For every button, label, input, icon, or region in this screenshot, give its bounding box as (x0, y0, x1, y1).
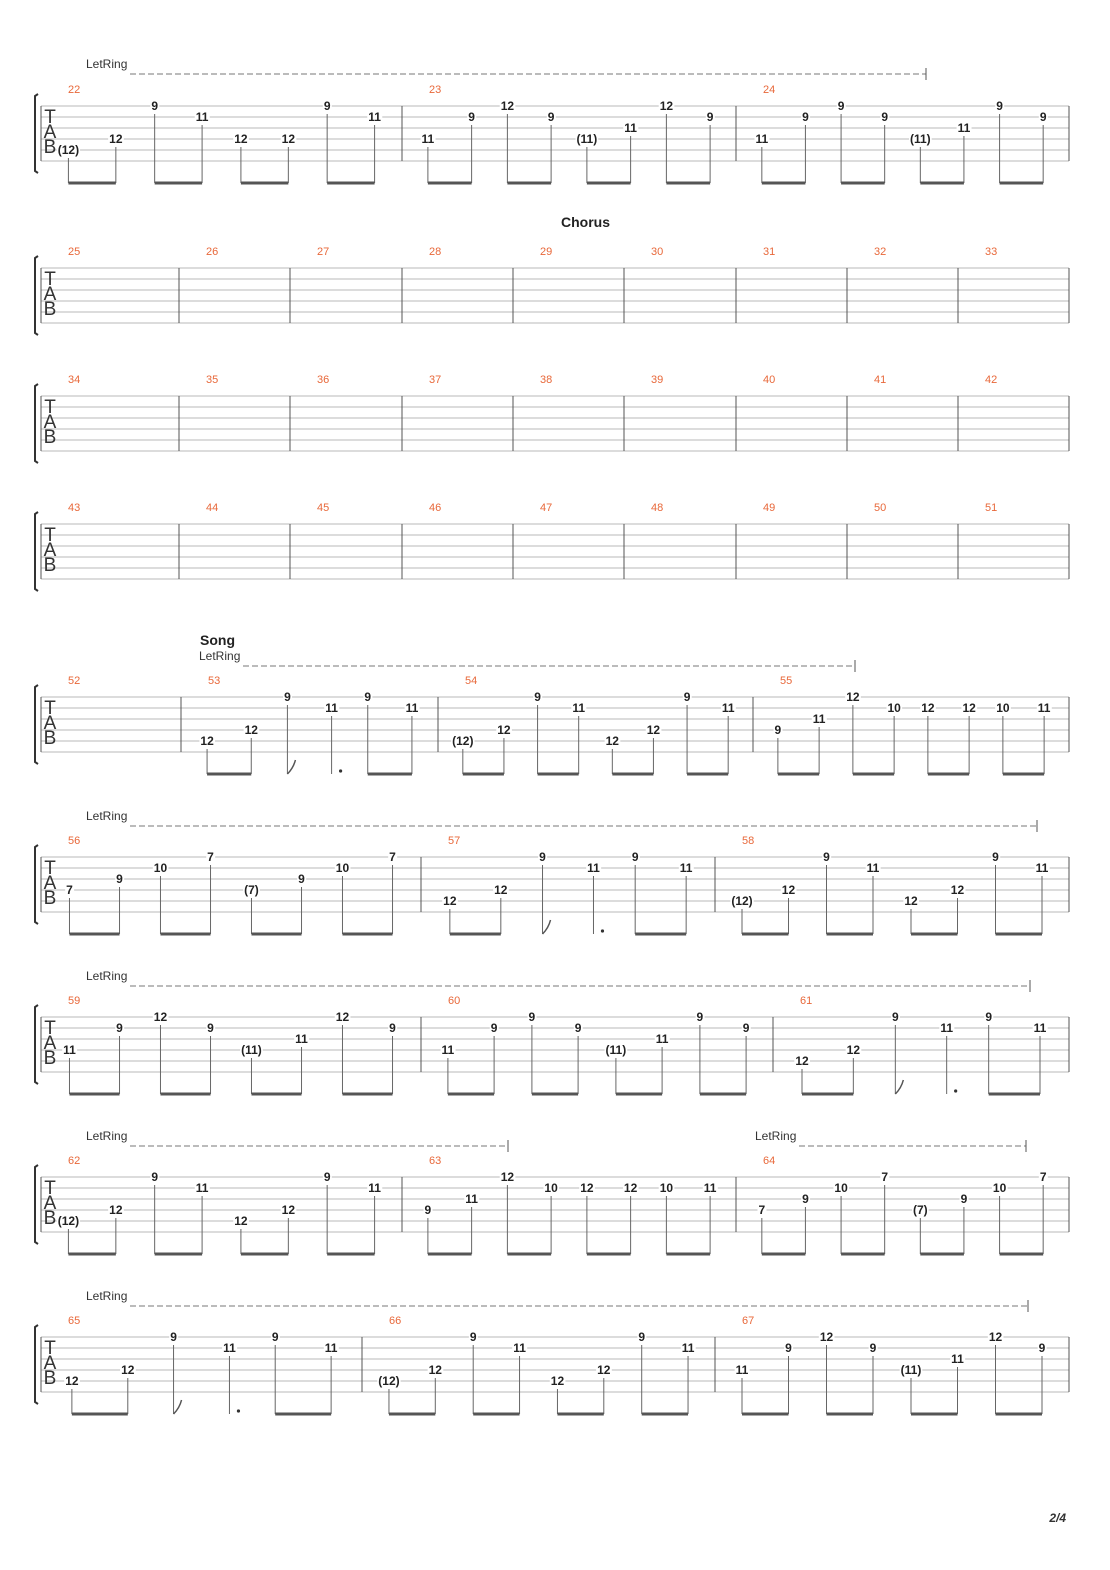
tab-system (35, 1289, 1069, 1414)
tab-clef-letter: B (43, 299, 57, 320)
tab-system (35, 1129, 1069, 1254)
fret-number: 11 (441, 1043, 455, 1057)
measure-number: 48 (651, 502, 664, 514)
measure-number: 35 (206, 374, 219, 386)
fret-number: 9 (271, 1330, 279, 1344)
fret-number: (11) (909, 132, 931, 146)
fret-number: 12 (494, 883, 508, 897)
tab-system (35, 809, 1069, 934)
fret-number: 10 (659, 1181, 674, 1195)
measure-number: 31 (763, 246, 776, 258)
fret-number: 9 (469, 1330, 477, 1344)
tab-clef-letter: A (43, 412, 57, 433)
fret-number: 10 (996, 701, 1010, 715)
tab-system (35, 374, 1069, 463)
fret-number: 12 (605, 734, 619, 748)
fret-number: 10 (887, 701, 901, 715)
measure-number: 59 (68, 995, 81, 1007)
measure-number: 51 (985, 502, 998, 514)
fret-number: 7 (881, 1170, 889, 1184)
tab-clef-letter: T (44, 1338, 56, 1359)
measure-number: 30 (651, 246, 664, 258)
note-flag (174, 1400, 182, 1414)
fret-number: 9 (823, 850, 830, 864)
fret-number: 9 (706, 110, 714, 124)
fret-number: 11 (940, 1021, 954, 1035)
tab-clef-letter: A (43, 284, 57, 305)
fret-number: 11 (681, 1341, 695, 1355)
fret-number: 12 (795, 1054, 809, 1068)
fret-number: 9 (631, 850, 639, 864)
fret-number: 11 (655, 1032, 669, 1046)
fret-number: 11 (63, 1043, 76, 1057)
fret-number: 9 (116, 1021, 123, 1035)
measure-number: 33 (985, 246, 998, 258)
measure-number: 67 (742, 1315, 755, 1327)
tab-clef-letter: A (43, 873, 57, 894)
tab-clef-letter: T (44, 1018, 56, 1039)
measure-number: 64 (763, 1155, 776, 1167)
fret-number: 12 (500, 99, 515, 113)
tab-clef-letter: A (43, 713, 57, 734)
fret-number: (7) (244, 883, 259, 897)
fret-number: 9 (364, 690, 372, 704)
tab-system (35, 57, 1069, 183)
measure-number: 40 (763, 374, 776, 386)
fret-number: 11 (755, 132, 769, 146)
fret-number: 9 (490, 1021, 498, 1035)
fret-number: 9 (323, 1170, 331, 1184)
fret-number: 11 (325, 701, 338, 715)
fret-number: 9 (539, 850, 546, 864)
fret-number: 12 (234, 1214, 248, 1228)
tab-clef-letter: A (43, 1353, 57, 1374)
system-brace (35, 512, 38, 591)
measure-number: 29 (540, 246, 553, 258)
fret-number: 9 (802, 110, 809, 124)
fret-number: 12 (846, 690, 860, 704)
measure-number: 63 (429, 1155, 442, 1167)
fret-number: 9 (996, 99, 1003, 113)
system-brace (35, 1005, 38, 1084)
fret-number: 9 (774, 723, 782, 737)
fret-number: 12 (281, 132, 296, 146)
fret-number: 12 (819, 1330, 834, 1344)
fret-number: 11 (587, 861, 600, 875)
tab-clef-letter: A (43, 540, 57, 561)
tab-system (35, 632, 1069, 774)
fret-number: 12 (950, 883, 965, 897)
fret-number: 11 (195, 110, 209, 124)
fret-number: 7 (389, 850, 396, 864)
fret-number: 12 (497, 723, 511, 737)
measure-number: 25 (68, 246, 81, 258)
measure-number: 60 (448, 995, 461, 1007)
system-brace (35, 256, 38, 335)
fret-number: 12 (281, 1203, 296, 1217)
fret-number: 9 (881, 110, 889, 124)
measure-number: 32 (874, 246, 887, 258)
measure-number: 44 (206, 502, 219, 514)
measure-number: 37 (429, 374, 442, 386)
fret-number: 9 (574, 1021, 582, 1035)
fret-number: (11) (605, 1043, 627, 1057)
tab-system (35, 969, 1069, 1094)
fret-number: 12 (904, 894, 918, 908)
fret-number: 12 (580, 1181, 594, 1195)
measure-number: 52 (68, 675, 81, 687)
dotted-note (954, 1089, 957, 1092)
tab-clef-letter: B (43, 1368, 57, 1389)
fret-number: 11 (812, 712, 826, 726)
fret-number: 7 (66, 883, 73, 897)
fret-number: (11) (900, 1363, 922, 1377)
fret-number: 11 (1035, 861, 1049, 875)
measure-number: 56 (68, 835, 81, 847)
measure-number: 46 (429, 502, 442, 514)
let-ring-label: LetRing (86, 57, 128, 71)
fret-number: 9 (696, 1010, 704, 1024)
measure-number: 34 (68, 374, 81, 386)
note-flag (543, 920, 551, 934)
system-brace (35, 94, 38, 173)
fret-number: 12 (109, 1203, 123, 1217)
fret-number: (11) (241, 1043, 262, 1057)
tab-clef-letter: B (43, 888, 57, 909)
fret-number: 11 (295, 1032, 308, 1046)
system-brace (35, 1165, 38, 1244)
fret-number: (12) (731, 894, 753, 908)
system-brace (35, 845, 38, 924)
fret-number: 9 (534, 690, 541, 704)
measure-number: 61 (800, 995, 813, 1007)
system-brace (35, 685, 38, 764)
fret-number: 11 (223, 1341, 236, 1355)
fret-number: 11 (1033, 1021, 1047, 1035)
note-flag (287, 760, 295, 774)
fret-number: 9 (468, 110, 475, 124)
measure-number: 58 (742, 835, 755, 847)
fret-number: 9 (284, 690, 291, 704)
measure-number: 27 (317, 246, 330, 258)
fret-number: 9 (547, 110, 555, 124)
fret-number: 11 (465, 1192, 478, 1206)
dotted-note (339, 769, 342, 772)
let-ring-label: LetRing (199, 649, 241, 663)
fret-number: (7) (912, 1203, 928, 1217)
fret-number: 12 (962, 701, 976, 715)
fret-number: 12 (428, 1363, 442, 1377)
measure-number: 28 (429, 246, 442, 258)
fret-number: 11 (421, 132, 435, 146)
fret-number: 12 (244, 723, 258, 737)
measure-number: 23 (429, 84, 442, 96)
measure-number: 54 (465, 675, 478, 687)
fret-number: 11 (679, 861, 693, 875)
fret-number: 9 (992, 850, 999, 864)
fret-number: 10 (992, 1181, 1007, 1195)
fret-number: 11 (513, 1341, 526, 1355)
tab-clef-letter: T (44, 397, 56, 418)
tab-clef-letter: T (44, 107, 56, 128)
fret-number: 11 (866, 861, 880, 875)
fret-number: (11) (576, 132, 598, 146)
fret-number: 9 (638, 1330, 646, 1344)
measure-number: 65 (68, 1315, 81, 1327)
fret-number: 11 (951, 1352, 964, 1366)
system-brace (35, 384, 38, 463)
measure-number: 47 (540, 502, 553, 514)
fret-number: 12 (121, 1363, 135, 1377)
fret-number: 12 (234, 132, 248, 146)
tab-clef-letter: T (44, 698, 56, 719)
measure-number: 50 (874, 502, 887, 514)
fret-number: 9 (151, 1170, 158, 1184)
fret-number: (12) (57, 143, 80, 157)
fret-number: 11 (957, 121, 971, 135)
measure-number: 57 (448, 835, 461, 847)
fret-number: 9 (207, 1021, 214, 1035)
section-marker: Chorus (561, 214, 610, 230)
fret-number: 9 (323, 99, 331, 113)
tab-clef-letter: T (44, 1178, 56, 1199)
measure-number: 49 (763, 502, 776, 514)
tab-clef-letter: B (43, 137, 57, 158)
fret-number: 12 (846, 1043, 861, 1057)
fret-number: 9 (837, 99, 845, 113)
fret-number: 9 (960, 1192, 968, 1206)
fret-number: 9 (170, 1330, 177, 1344)
fret-number: 11 (368, 1181, 381, 1195)
fret-number: 12 (781, 883, 796, 897)
fret-number: 9 (528, 1010, 536, 1024)
fret-number: 9 (869, 1341, 877, 1355)
dotted-note (601, 929, 604, 932)
fret-number: 10 (153, 861, 168, 875)
fret-number: 9 (424, 1203, 432, 1217)
system-brace (35, 1325, 38, 1404)
fret-number: 9 (116, 872, 123, 886)
tab-clef-letter: T (44, 525, 56, 546)
tab-clef-letter: B (43, 728, 57, 749)
tab-clef-letter: A (43, 1033, 57, 1054)
measure-number: 38 (540, 374, 553, 386)
fret-number: 9 (1038, 1341, 1046, 1355)
measure-number: 26 (206, 246, 219, 258)
fret-number: 12 (659, 99, 674, 113)
fret-number: 9 (802, 1192, 809, 1206)
fret-number: 9 (891, 1010, 899, 1024)
measure-number: 41 (874, 374, 887, 386)
fret-number: 12 (646, 723, 661, 737)
let-ring-label: LetRing (86, 969, 128, 983)
tab-clef-letter: A (43, 122, 57, 143)
fret-number: 11 (1037, 701, 1051, 715)
page-number: 2/4 (1049, 1511, 1066, 1525)
tab-clef-letter: A (43, 1193, 57, 1214)
fret-number: 9 (151, 99, 158, 113)
fret-number: 11 (368, 110, 381, 124)
measure-number: 24 (763, 84, 776, 96)
measure-number: 53 (208, 675, 221, 687)
tab-system (35, 502, 1069, 591)
tab-clef-letter: B (43, 1208, 57, 1229)
fret-number: 11 (405, 701, 419, 715)
tab-clef-letter: T (44, 269, 56, 290)
tab-clef-letter: B (43, 1048, 57, 1069)
fret-number: 9 (683, 690, 691, 704)
fret-number: (12) (57, 1214, 80, 1228)
fret-number: 7 (207, 850, 214, 864)
fret-number: 12 (550, 1374, 565, 1388)
fret-number: 9 (785, 1341, 792, 1355)
measure-number: 22 (68, 84, 81, 96)
measure-number: 55 (780, 675, 793, 687)
fret-number: 9 (298, 872, 305, 886)
fret-number: 12 (200, 734, 214, 748)
tab-system (35, 214, 1069, 335)
fret-number: 12 (65, 1374, 79, 1388)
fret-number: 7 (1039, 1170, 1047, 1184)
fret-number: 9 (985, 1010, 993, 1024)
fret-number: 12 (988, 1330, 1003, 1344)
fret-number: 12 (443, 894, 457, 908)
fret-number: 11 (195, 1181, 209, 1195)
fret-number: (12) (378, 1374, 400, 1388)
measure-number: 43 (68, 502, 81, 514)
fret-number: 11 (324, 1341, 338, 1355)
measure-number: 39 (651, 374, 664, 386)
fret-number: 10 (834, 1181, 848, 1195)
measure-number: 45 (317, 502, 330, 514)
fret-number: 7 (758, 1203, 766, 1217)
fret-number: 9 (742, 1021, 750, 1035)
measure-number: 62 (68, 1155, 81, 1167)
section-marker: Song (200, 632, 235, 648)
let-ring-label: LetRing (86, 809, 128, 823)
fret-number: 12 (597, 1363, 611, 1377)
fret-number: 11 (703, 1181, 717, 1195)
fret-number: 12 (623, 1181, 638, 1195)
fret-number: 12 (153, 1010, 168, 1024)
measure-number: 42 (985, 374, 998, 386)
fret-number: 12 (921, 701, 935, 715)
dotted-note (237, 1409, 240, 1412)
let-ring-label: LetRing (86, 1129, 128, 1143)
fret-number: 11 (624, 121, 637, 135)
fret-number: 12 (335, 1010, 350, 1024)
fret-number: 10 (335, 861, 350, 875)
note-flag (895, 1080, 903, 1094)
fret-number: 11 (572, 701, 586, 715)
tab-clef-letter: B (43, 427, 57, 448)
fret-number: (12) (452, 734, 474, 748)
tab-clef-letter: T (44, 858, 56, 879)
fret-number: 11 (721, 701, 735, 715)
fret-number: 11 (735, 1363, 749, 1377)
fret-number: 12 (109, 132, 123, 146)
fret-number: 9 (389, 1021, 396, 1035)
fret-number: 10 (544, 1181, 558, 1195)
fret-number: 12 (500, 1170, 515, 1184)
let-ring-label: LetRing (755, 1129, 797, 1143)
tab-clef-letter: B (43, 555, 57, 576)
measure-number: 36 (317, 374, 330, 386)
let-ring-label: LetRing (86, 1289, 128, 1303)
measure-number: 66 (389, 1315, 402, 1327)
fret-number: 9 (1039, 110, 1047, 124)
